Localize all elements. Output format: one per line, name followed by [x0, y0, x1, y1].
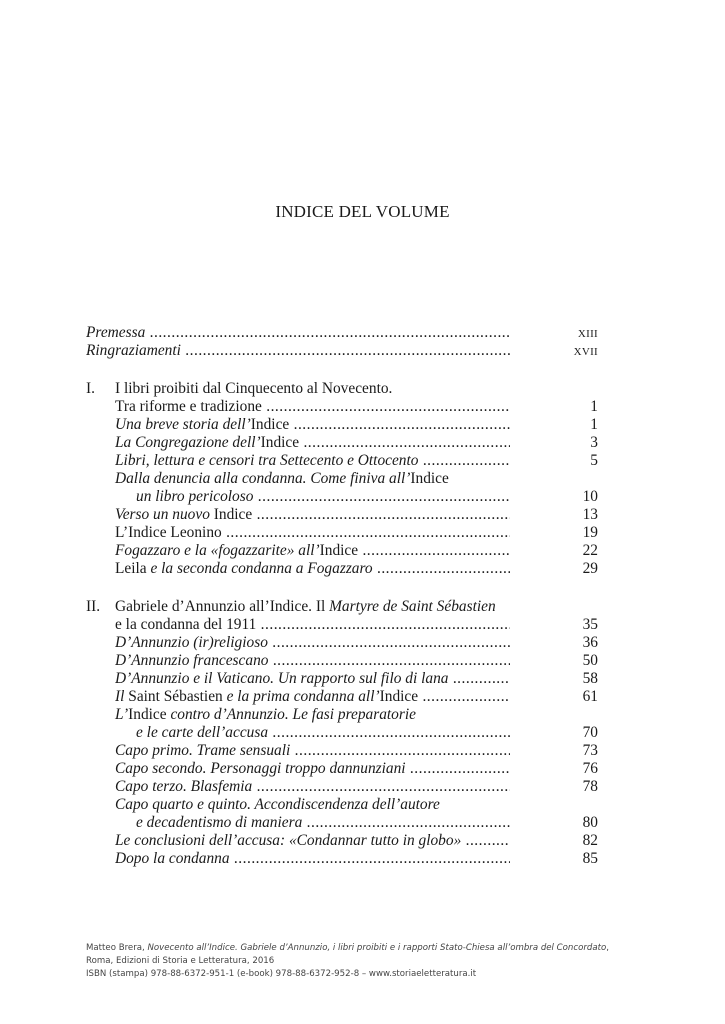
toc-entry-title: Fogazzaro e la «fogazzarite» all’Indice ..... — [115, 542, 510, 560]
toc-entry-title: Verso un nuovo Indice ..... — [115, 506, 510, 524]
toc-page-number: 1 — [590, 416, 598, 433]
toc-page-number: 29 — [582, 560, 598, 577]
toc-entry — [115, 416, 598, 434]
toc-entry — [115, 688, 598, 706]
toc-entry — [115, 506, 598, 524]
toc-entry-title: Una breve storia dell’Indice ..... — [115, 416, 510, 434]
toc-entry — [115, 434, 598, 452]
toc-page-number: 35 — [582, 616, 598, 633]
toc-entry — [115, 542, 598, 560]
toc-entry — [115, 524, 598, 542]
toc-entry-title: D’Annunzio (ir)religioso ..... — [115, 634, 510, 652]
chapter-number: I. — [86, 380, 95, 397]
toc-entry-title: Ringraziamenti ..... — [86, 342, 510, 360]
toc-entry-title: Leila e la seconda condanna a Fogazzaro ..... — [115, 560, 510, 578]
toc-entry-continuation — [136, 814, 598, 832]
toc-entry — [115, 778, 598, 796]
chapter-heading-2 — [86, 598, 598, 616]
toc-page-number: 82 — [582, 832, 598, 849]
toc-page-number: 78 — [582, 778, 598, 795]
toc-entry — [115, 760, 598, 778]
toc-entry-title: e la condanna del 1911 ..... — [115, 616, 510, 634]
toc-entry-title: e decadentismo di maniera ..... — [136, 814, 510, 832]
toc-entry-title: Tra riforme e tradizione ..... — [115, 398, 510, 416]
toc-entry — [115, 706, 598, 724]
toc-entry-title: D’Annunzio e il Vaticano. Un rapporto sul filo di lana ..... — [115, 670, 510, 688]
toc-entry-title: L’Indice contro d’Annunzio. Le fasi preparatorie — [115, 706, 416, 723]
toc-entry — [115, 832, 598, 850]
toc-page-number: 1 — [590, 398, 598, 415]
chapter-title: I libri proibiti dal Cinquecento al Novecento. — [115, 380, 393, 397]
footer-isbn-line: ISBN (stampa) 978-88-6372-951-1 (e-book) 978-88-6372-952-8 – www.storiaeletteratura.it — [86, 969, 477, 980]
toc-entry-ringraziamenti — [86, 342, 598, 360]
toc-page-number: 58 — [582, 670, 598, 687]
toc-entry-title: Dalla denuncia alla condanna. Come finiva all’Indice — [115, 470, 449, 487]
toc-entry-title: La Congregazione dell’Indice ..... — [115, 434, 510, 452]
chapter-title: Gabriele d’Annunzio all’Indice. Il Martyre de Saint Sébastien — [115, 598, 496, 615]
toc-page-number: 5 — [590, 452, 598, 469]
toc-entry — [115, 796, 598, 814]
toc-page-number: 10 — [582, 488, 598, 505]
chapter-title-continuation — [115, 398, 598, 416]
toc-page-number: 50 — [582, 652, 598, 669]
toc-entry-title: Capo terzo. Blasfemia ..... — [115, 778, 510, 796]
toc-entry — [115, 560, 598, 578]
toc-page-number: xiii — [577, 325, 598, 341]
toc-page-number: xvii — [573, 343, 598, 359]
toc-page-number: 70 — [582, 724, 598, 741]
toc-entry-title: L’Indice Leonino ..... — [115, 524, 510, 542]
toc-page-number: 19 — [582, 524, 598, 541]
page-title: INDICE DEL VOLUME — [275, 202, 450, 221]
chapter-number: II. — [86, 598, 101, 615]
toc-entry-title: Dopo la condanna ..... — [115, 850, 510, 868]
toc-entry-title: Libri, lettura e censori tra Settecento e Ottocento ..... — [115, 452, 510, 470]
toc-entry-continuation — [136, 724, 598, 742]
toc-page-number: 85 — [582, 850, 598, 867]
toc-page-number: 61 — [582, 688, 598, 705]
toc-page-number: 36 — [582, 634, 598, 651]
toc-entry-title: Premessa ..... — [86, 324, 510, 342]
toc-entry — [115, 652, 598, 670]
toc-entry-title: Il Saint Sébastien e la prima condanna all’Indice ..... — [115, 688, 510, 706]
toc-page-number: 13 — [582, 506, 598, 523]
toc-entry — [115, 742, 598, 760]
toc-entry-title: un libro pericoloso ..... — [136, 488, 510, 506]
toc-page-number: 80 — [582, 814, 598, 831]
toc-entry-title: D’Annunzio francescano ..... — [115, 652, 510, 670]
citation-footer — [86, 942, 626, 982]
toc-entry — [115, 850, 598, 868]
toc-entry-title: Capo secondo. Personaggi troppo dannunziani ..... — [115, 760, 510, 778]
toc-entry-title: e le carte dell’accusa ..... — [136, 724, 510, 742]
toc-entry — [115, 634, 598, 652]
toc-entry-continuation — [136, 488, 598, 506]
toc-entry-title: Capo quarto e quinto. Accondiscendenza dell’autore — [115, 796, 440, 813]
toc-page-number: 22 — [582, 542, 598, 559]
toc-entry — [115, 470, 598, 488]
toc-entry — [115, 670, 598, 688]
footer-citation-line: Matteo Brera, Novecento all’Indice. Gabriele d’Annunzio, i libri proibiti e i rapporti Stato-Chiesa all’ombra del Concordato, — [86, 943, 609, 953]
footer-publisher-line: Roma, Edizioni di Storia e Letteratura, 2016 — [86, 956, 275, 967]
toc-page-number: 76 — [582, 760, 598, 777]
chapter-heading-1 — [86, 380, 598, 398]
chapter-title-continuation — [115, 616, 598, 634]
toc-entry — [115, 452, 598, 470]
toc-entry-premessa — [86, 324, 598, 342]
toc-page-number: 3 — [590, 434, 598, 451]
toc-page-number: 73 — [582, 742, 598, 759]
toc-entry-title: Le conclusioni dell’accusa: «Condannar tutto in globo» ..... — [115, 832, 510, 850]
toc-entry-title: Capo primo. Trame sensuali ..... — [115, 742, 510, 760]
